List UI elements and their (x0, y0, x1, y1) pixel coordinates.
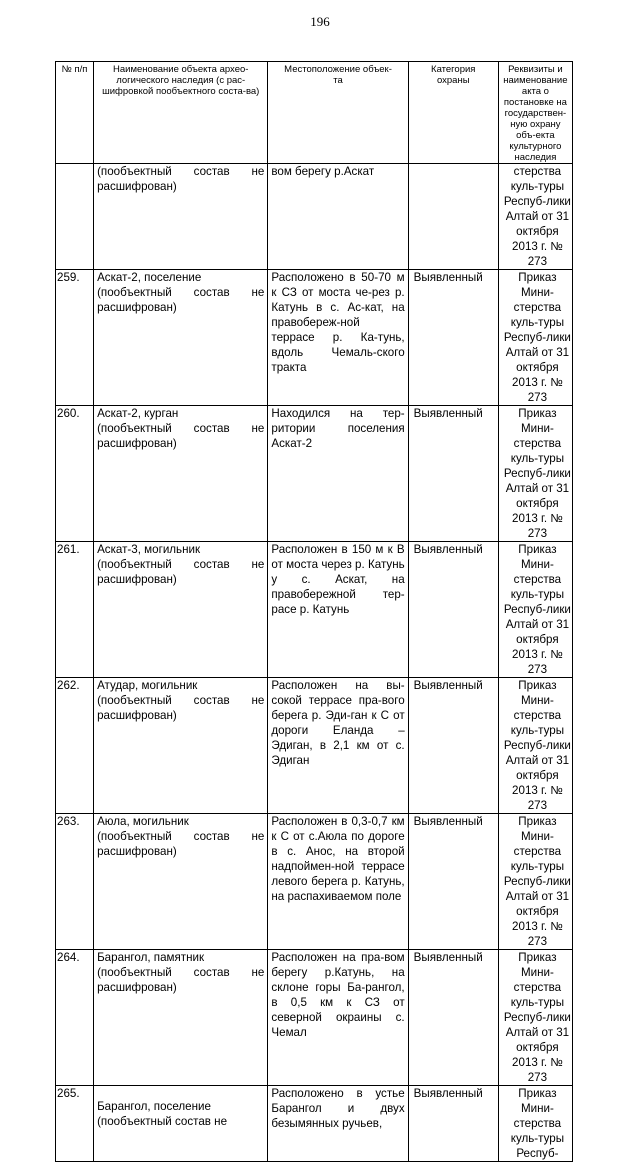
row-category: Выявленный (408, 678, 498, 814)
row-num: 263. (56, 814, 94, 950)
table-row (56, 270, 573, 406)
header-category: Категория охраны (408, 62, 498, 164)
row-name-sub: (пообъектный состав не расшифрован) (97, 694, 265, 722)
row-name (94, 406, 268, 542)
row-category (408, 164, 498, 270)
table-row (56, 406, 573, 542)
row-name-title: Барангол, памятник (97, 951, 205, 964)
row-requisites: Приказ Мини-стерства куль-туры Респуб-лики Алтай от 31 октября 2013 г. № 273 (498, 950, 572, 1086)
row-num: 260. (56, 406, 94, 542)
row-category: Выявленный (408, 406, 498, 542)
row-name-sub: (пообъектный состав не (97, 1115, 228, 1128)
row-name-sub: (пообъектный состав не расшифрован) (97, 286, 265, 314)
row-requisites: Приказ Мини-стерства куль-туры Респуб- (498, 1086, 572, 1162)
row-name (94, 542, 268, 678)
row-location: Расположено в устье Барангол и двух безымянных ручьев, (268, 1086, 408, 1162)
row-num: 262. (56, 678, 94, 814)
row-name-sub: (пообъектный состав не расшифрован) (97, 830, 265, 858)
row-name-sub: (пообъектный состав не расшифрован) (97, 165, 265, 193)
row-name (94, 270, 268, 406)
row-num: 261. (56, 542, 94, 678)
row-category: Выявленный (408, 950, 498, 1086)
table-row (56, 814, 573, 950)
row-name-sub: (пообъектный состав не расшифрован) (97, 422, 265, 450)
row-location: вом берегу р.Аскат (268, 164, 408, 270)
header-name: Наименование объекта архео-логического наследия (с рас-шифровкой пообъектного соста-ва) (94, 62, 268, 164)
row-location: Расположен на вы-сокой террасе пра-вого берега р. Эди-ган к С от дороги Еланда – Эдиган, в 2,1 км от с. Эдиган (268, 678, 408, 814)
row-name-sub: (пообъектный состав не расшифрован) (97, 558, 265, 586)
row-name (94, 814, 268, 950)
row-requisites: Приказ Мини-стерства куль-туры Респуб-лики Алтай от 31 октября 2013 г. № 273 (498, 678, 572, 814)
row-category: Выявленный (408, 542, 498, 678)
row-category: Выявленный (408, 814, 498, 950)
row-name-sub: (пообъектный состав не расшифрован) (97, 966, 265, 994)
header-location: Местоположение объек-та (268, 62, 408, 164)
row-name (94, 1086, 268, 1162)
row-requisites: Приказ Мини-стерства куль-туры Респуб-лики Алтай от 31 октября 2013 г. № 273 (498, 814, 572, 950)
row-location: Расположен в 150 м к В от моста через р. Катунь у с. Аскат, на правобережной тер-расе р. Катунь (268, 542, 408, 678)
row-name (94, 678, 268, 814)
row-name (94, 950, 268, 1086)
row-category: Выявленный (408, 1086, 498, 1162)
row-location: Находился на тер-ритории поселения Аскат-2 (268, 406, 408, 542)
table-header-row (56, 62, 573, 164)
row-name-title: Аскат-3, могильник (97, 543, 201, 556)
row-requisites: Приказ Мини-стерства куль-туры Респуб-лики Алтай от 31 октября 2013 г. № 273 (498, 406, 572, 542)
row-requisites: Приказ Мини-стерства куль-туры Респуб-лики Алтай от 31 октября 2013 г. № 273 (498, 542, 572, 678)
row-name-title: Атудар, могильник (97, 679, 198, 692)
row-location: Расположено в 50-70 м к СЗ от моста че-рез р. Катунь в с. Ас-кат, на правобереж-ной террасе р. Ка-тунь, вдоль Чемаль-ского тракта (268, 270, 408, 406)
header-num: № п/п (56, 62, 94, 164)
row-requisites: стерства куль-туры Респуб-лики Алтай от 31 октября 2013 г. № 273 (498, 164, 572, 270)
row-num: 264. (56, 950, 94, 1086)
row-name-title: Аюла, могильник (97, 815, 189, 828)
heritage-table (55, 61, 573, 1162)
page-number: 196 (310, 14, 330, 29)
row-num: 259. (56, 270, 94, 406)
table-row (56, 164, 573, 270)
table-row (56, 950, 573, 1086)
table-row (56, 678, 573, 814)
table-row (56, 542, 573, 678)
table-row (56, 1086, 573, 1162)
row-name (94, 164, 268, 270)
row-num: 265. (56, 1086, 94, 1162)
row-category: Выявленный (408, 270, 498, 406)
row-location: Расположен на пра-вом берегу р.Катунь, на склоне горы Ба-рангол, в 0,5 км к СЗ от северной окраины с. Чемал (268, 950, 408, 1086)
row-num (56, 164, 94, 270)
row-requisites: Приказ Мини-стерства куль-туры Респуб-лики Алтай от 31 октября 2013 г. № 273 (498, 270, 572, 406)
row-name-title: Аскат-2, поселение (97, 271, 202, 284)
row-name-title: Барангол, поселение (97, 1100, 211, 1113)
header-requisites: Реквизиты и наименование акта о постановке на государствен-ную охрану объ-екта культурного наследия (498, 62, 572, 164)
row-name-title: Аскат-2, курган (97, 407, 179, 420)
row-location: Расположен в 0,3-0,7 км к С от с.Аюла по дороге в с. Анос, на второй надпоймен-ной террасе левого берега р. Катунь, на распахиваемом поле (268, 814, 408, 950)
